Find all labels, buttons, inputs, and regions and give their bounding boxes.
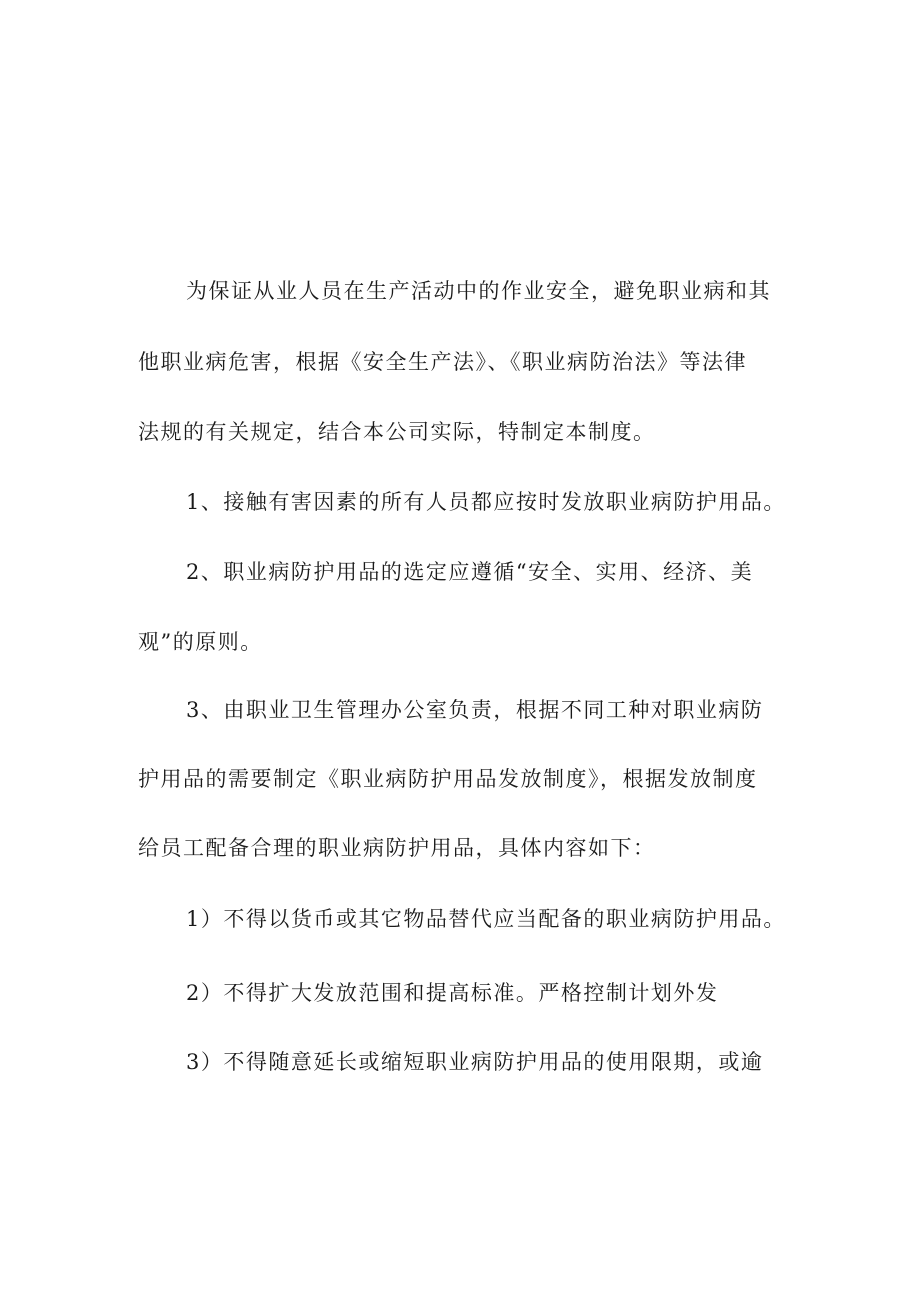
text-line-11: 2）不得扩大发放范围和提高标准。严格控制计划外发 <box>186 981 719 1005</box>
text-line-9: 给员工配备合理的职业病防护用品，具体内容如下： <box>138 836 656 860</box>
text-line-12: 3）不得随意延长或缩短职业病防护用品的使用限期，或逾 <box>186 1050 764 1074</box>
text-line-4: 1、接触有害因素的所有人员都应按时发放职业病防护用品。 <box>186 490 786 514</box>
text-line-7: 3、由职业卫生管理办公室负责，根据不同工种对职业病防 <box>186 698 764 722</box>
text-line-1: 为保证从业人员在生产活动中的作业安全，避免职业病和其 <box>186 279 771 303</box>
text-line-10: 1）不得以货币或其它物品替代应当配备的职业病防护用品。 <box>186 907 786 931</box>
text-line-2: 他职业病危害，根据《安全生产法》、《职业病防治法》等法律 <box>138 350 747 374</box>
text-line-6: 观”的原则。 <box>138 630 263 654</box>
text-line-8: 护用品的需要制定《职业病防护用品发放制度》，根据发放制度 <box>138 767 758 791</box>
text-line-5: 2、职业病防护用品的选定应遵循“安全、实用、经济、美 <box>186 560 754 584</box>
text-line-3: 法规的有关规定，结合本公司实际，特制定本制度。 <box>138 420 656 444</box>
